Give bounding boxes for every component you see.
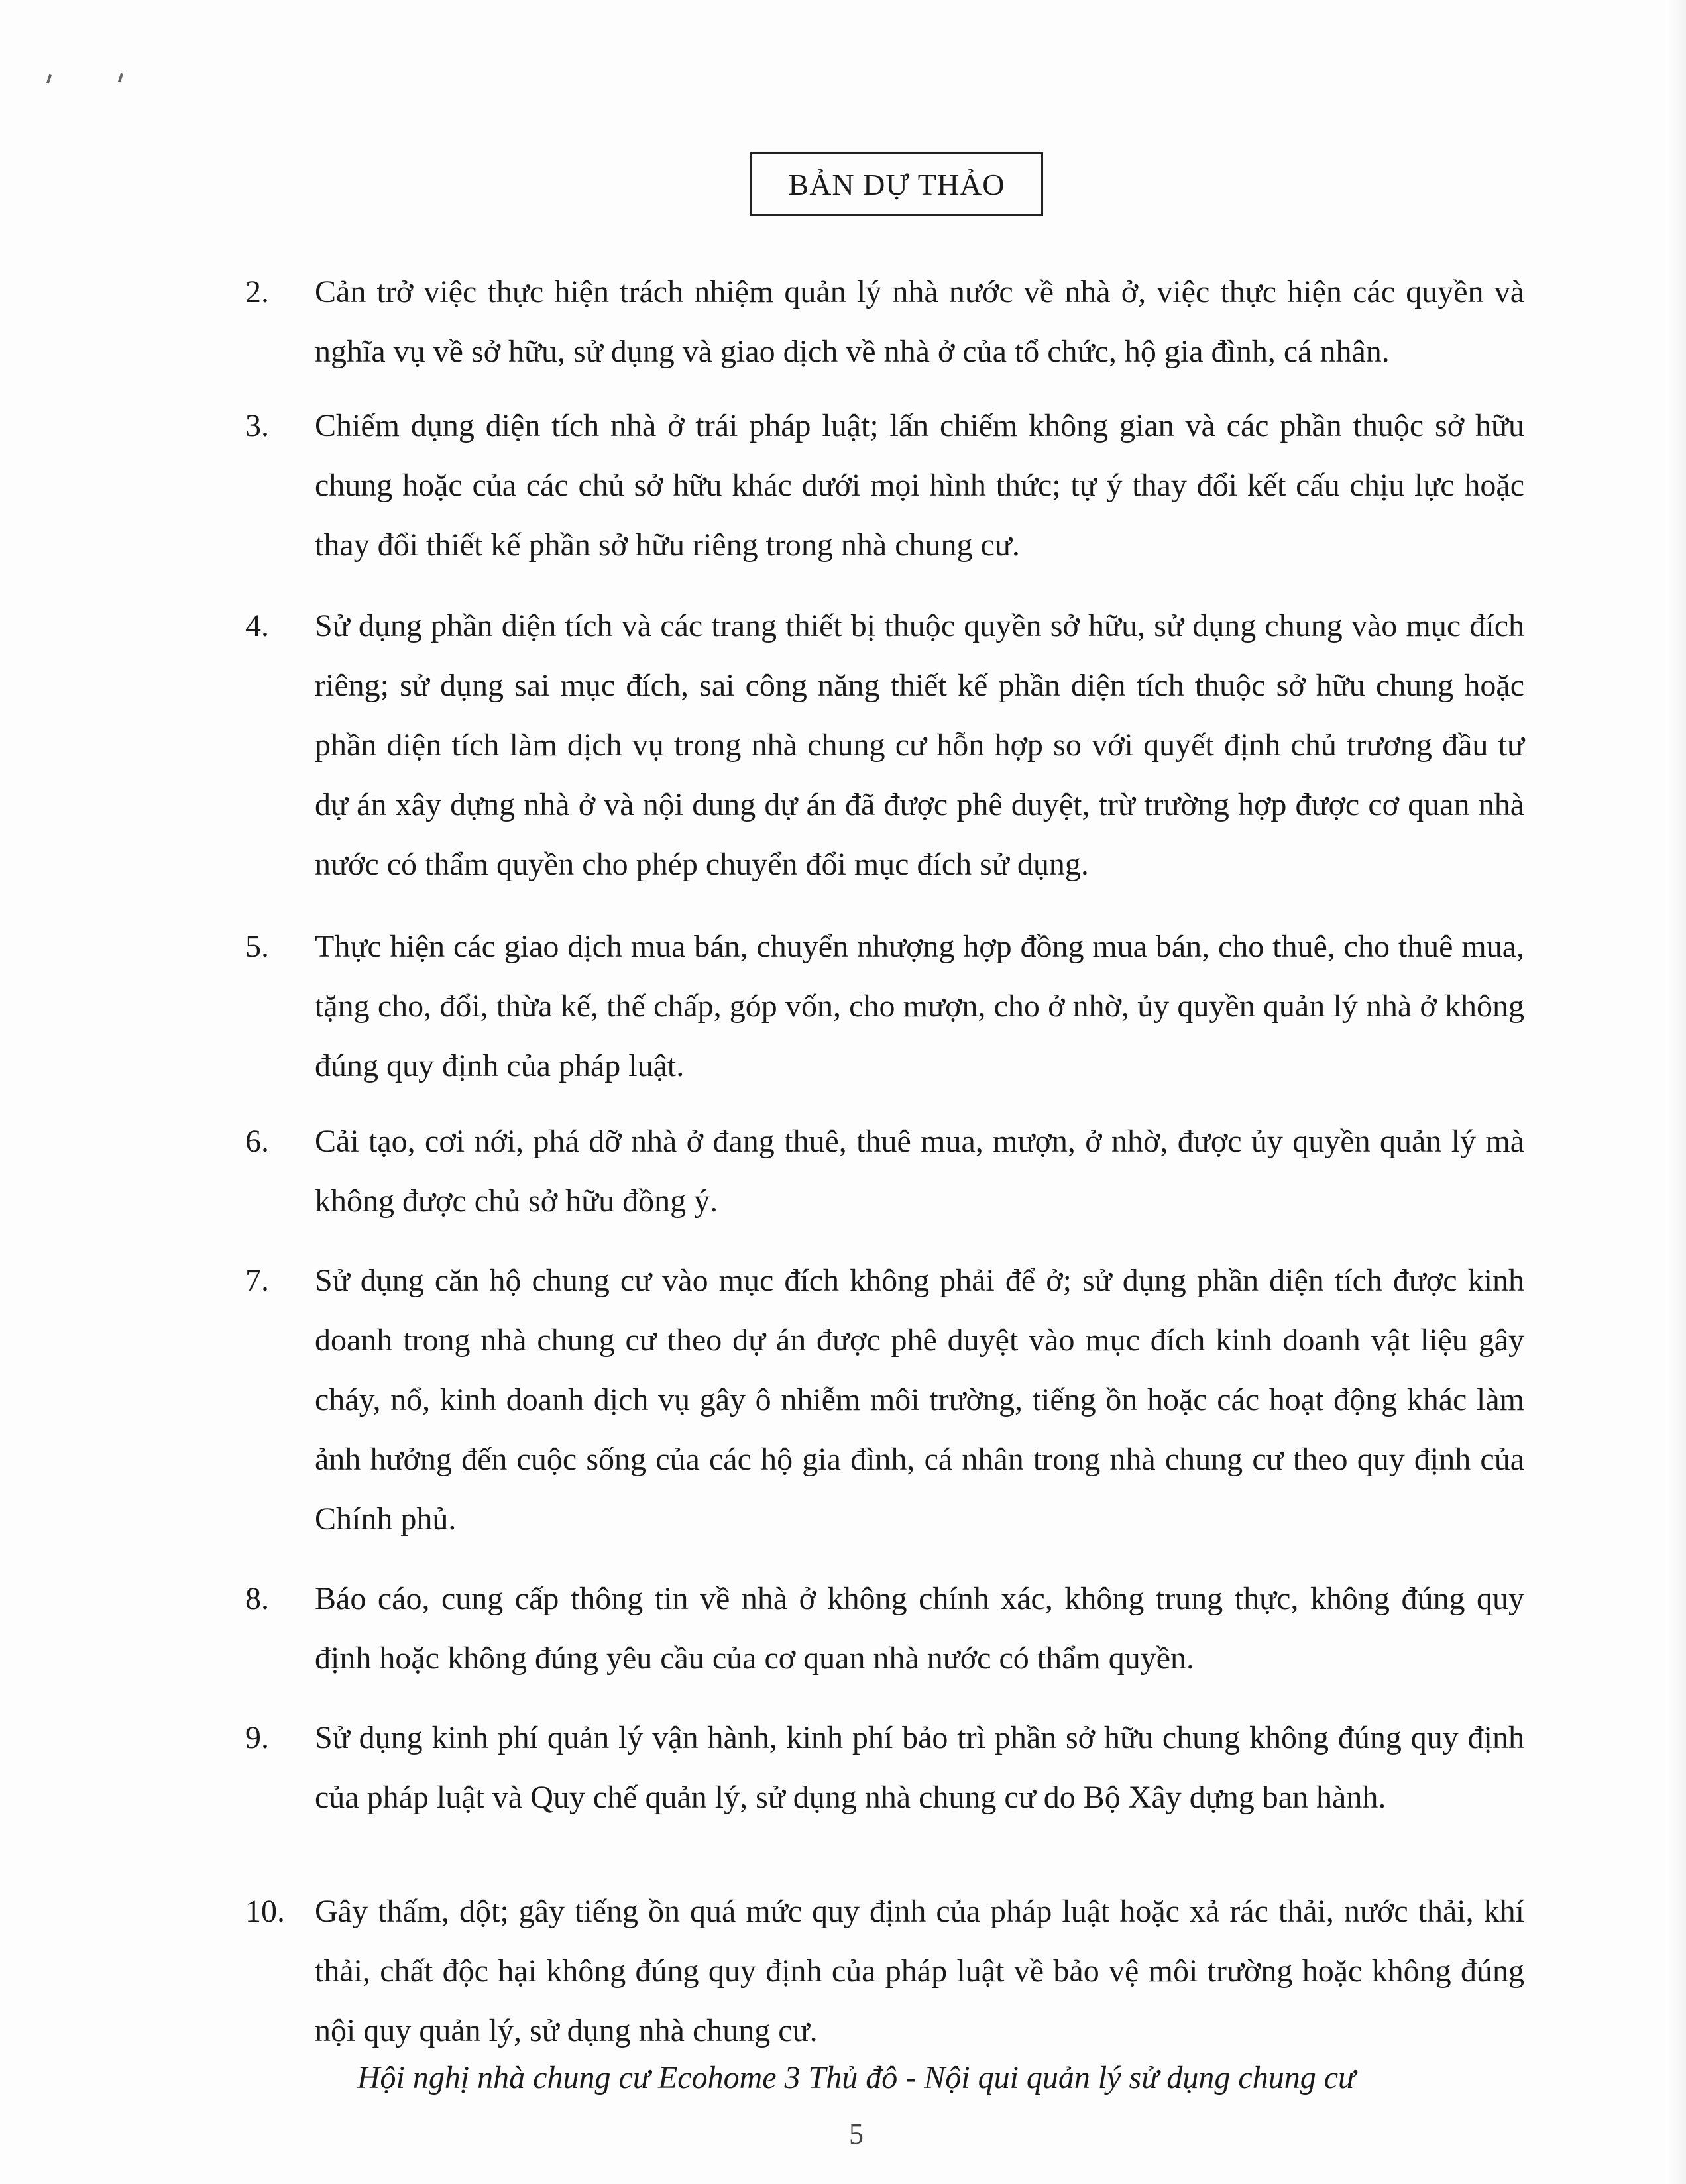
page-number: 5 bbox=[849, 2118, 864, 2150]
item-text: Sử dụng kinh phí quản lý vận hành, kinh phí bảo trì phần sở hữu chung không đúng quy định của pháp luật và Quy chế quản lý, sử dụng nhà chung cư do Bộ Xây dựng ban hành. bbox=[315, 1720, 1524, 1815]
item-text: Thực hiện các giao dịch mua bán, chuyển nhượng hợp đồng mua bán, cho thuê, cho thuê mua, tặng cho, đổi, thừa kế, thế chấp, góp vốn, cho mượn, cho ở nhờ, ủy quyền quản lý nhà ở không đúng quy định của pháp luật. bbox=[315, 929, 1524, 1083]
draft-label-box bbox=[750, 152, 1043, 216]
scan-speck bbox=[118, 73, 123, 83]
item-text: Sử dụng phần diện tích và các trang thiết bị thuộc quyền sở hữu, sử dụng chung vào mục đích riêng; sử dụng sai mục đích, sai công năng thiết kế phần diện tích thuộc sở hữu chung hoặc phần diện tích làm dịch vụ trong nhà chung cư hỗn hợp so với quyết định chủ trương đầu tư dự án xây dựng nhà ở và nội dung dự án đã được phê duyệt, trừ trường hợp được cơ quan nhà nước có thẩm quyền cho phép chuyển đổi mục đích sử dụng. bbox=[315, 608, 1524, 882]
item-text: Chiếm dụng diện tích nhà ở trái pháp luật; lấn chiếm không gian và các phần thuộc sở hữu chung hoặc của các chủ sở hữu khác dưới mọi hình thức; tự ý thay đổi kết cấu chịu lực hoặc thay đổi thiết kế phần sở hữu riêng trong nhà chung cư. bbox=[315, 408, 1524, 563]
item-number: 9. bbox=[245, 1720, 269, 1755]
item-number: 8. bbox=[245, 1581, 269, 1616]
item-number: 5. bbox=[245, 929, 269, 964]
item-number: 7. bbox=[245, 1263, 269, 1298]
item-number: 4. bbox=[245, 608, 269, 643]
draft-label: BẢN DỰ THẢO bbox=[788, 167, 1005, 201]
item-number: 2. bbox=[245, 274, 269, 309]
footer-title: Hội nghị nhà chung cư Ecohome 3 Thủ đô - Nội qui quản lý sử dụng chung cư bbox=[357, 2060, 1356, 2095]
item-text: Cản trở việc thực hiện trách nhiệm quản lý nhà nước về nhà ở, việc thực hiện các quyền và nghĩa vụ về sở hữu, sử dụng và giao dịch về nhà ở của tổ chức, hộ gia đình, cá nhân. bbox=[315, 274, 1524, 369]
scan-speck bbox=[46, 74, 52, 84]
item-text: Báo cáo, cung cấp thông tin về nhà ở không chính xác, không trung thực, không đúng quy định hoặc không đúng yêu cầu của cơ quan nhà nước có thẩm quyền. bbox=[315, 1581, 1524, 1676]
item-number: 10. bbox=[245, 1894, 285, 1929]
item-number: 6. bbox=[245, 1124, 269, 1159]
scan-edge-shading bbox=[1666, 0, 1686, 2184]
item-text: Sử dụng căn hộ chung cư vào mục đích không phải để ở; sử dụng phần diện tích được kinh doanh trong nhà chung cư theo dự án được phê duyệt vào mục đích kinh doanh vật liệu gây cháy, nổ, kinh doanh dịch vụ gây ô nhiễm môi trường, tiếng ồn hoặc các hoạt động khác làm ảnh hưởng đến cuộc sống của các hộ gia đình, cá nhân trong nhà chung cư theo quy định của Chính phủ. bbox=[315, 1263, 1524, 1537]
item-text: Gây thấm, dột; gây tiếng ồn quá mức quy định của pháp luật hoặc xả rác thải, nước thải, khí thải, chất độc hại không đúng quy định của pháp luật về bảo vệ môi trường hoặc không đúng nội quy quản lý, sử dụng nhà chung cư. bbox=[315, 1894, 1524, 2048]
item-number: 3. bbox=[245, 408, 269, 443]
item-text: Cải tạo, cơi nới, phá dỡ nhà ở đang thuê, thuê mua, mượn, ở nhờ, được ủy quyền quản lý mà không được chủ sở hữu đồng ý. bbox=[315, 1124, 1524, 1219]
